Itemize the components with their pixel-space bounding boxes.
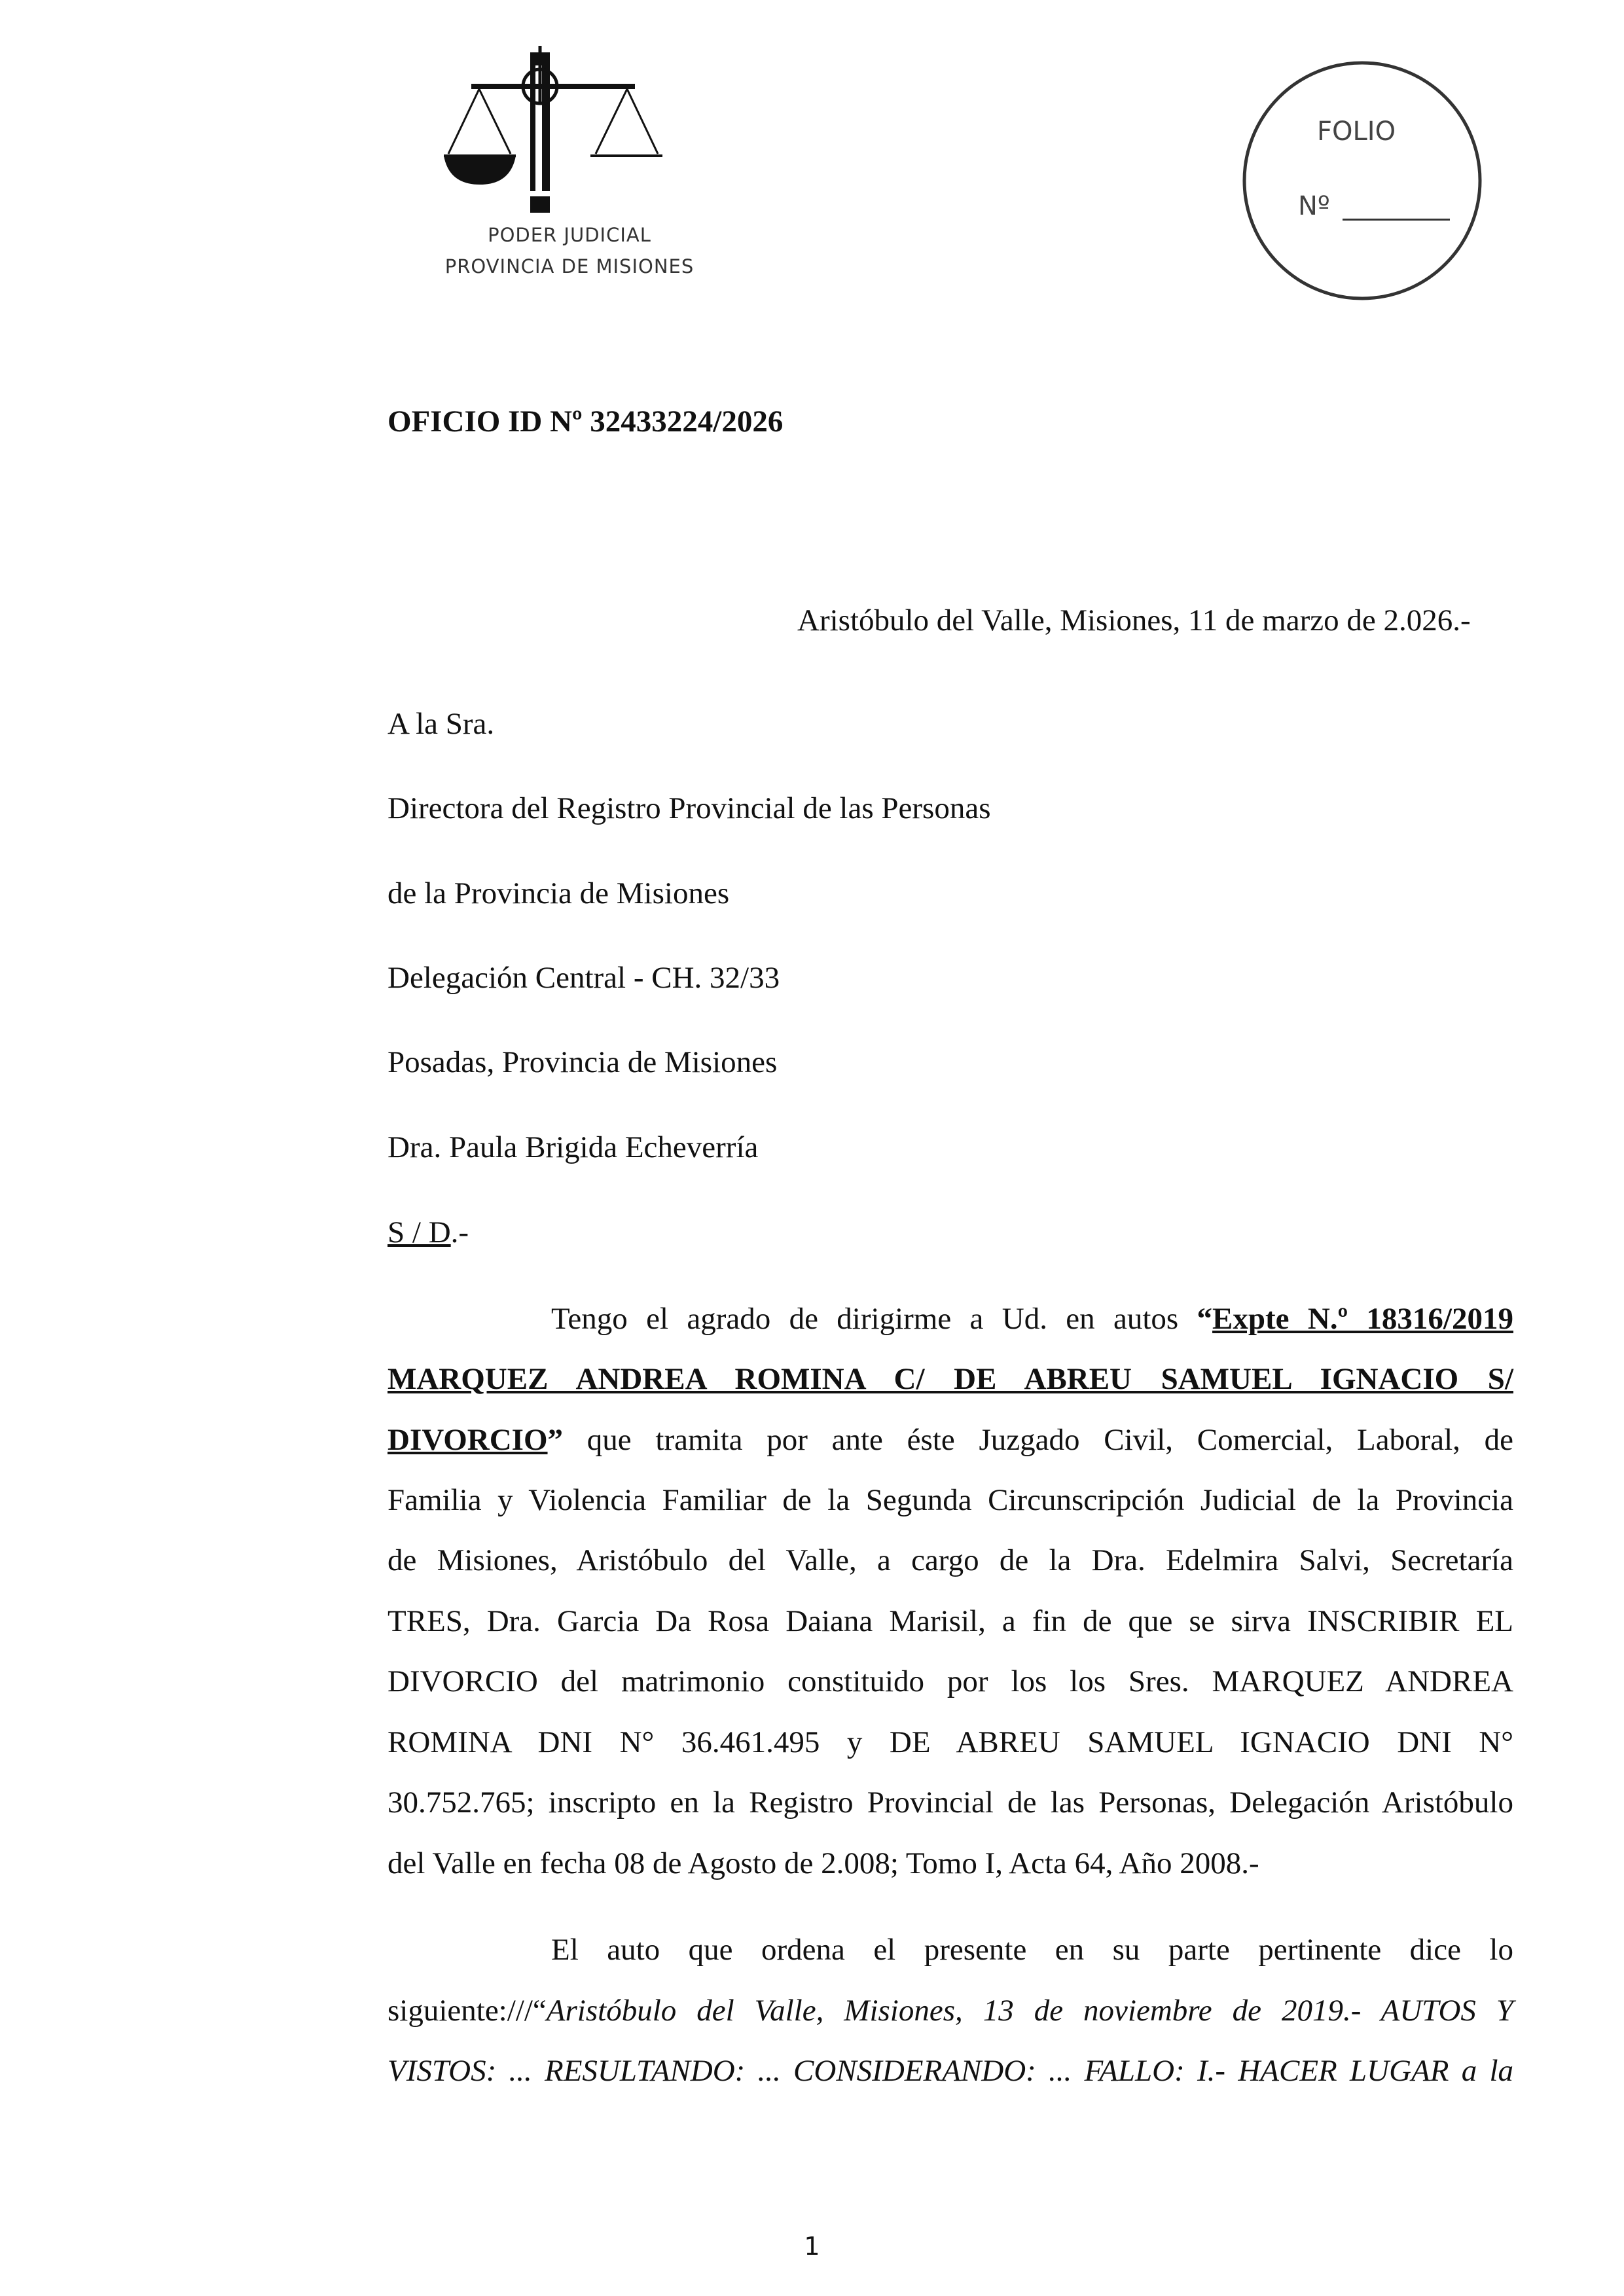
addressee-line-2: Directora del Registro Provincial de las Personas: [388, 791, 991, 825]
para1-open-quote: “: [1197, 1302, 1213, 1336]
addressee-line-1: A la Sra.: [388, 707, 495, 741]
para1-line-8: ROMINA DNI N° 36.461.495 y DE ABREU SAMUEL IGNACIO DNI N°: [388, 1725, 1513, 1759]
addressee-line-4: Delegación Central - CH. 32/33: [388, 961, 780, 995]
para1-close-quote: ”: [547, 1423, 564, 1457]
folio-number-label: Nº: [1298, 191, 1330, 221]
para1-line-7: DIVORCIO del matrimonio constituido por los los Sres. MARQUEZ ANDREA: [388, 1664, 1513, 1698]
para1-line-9: 30.752.765; inscripto en la Registro Provincial de las Personas, Delegación Aristóbulo: [388, 1785, 1513, 1820]
para1-line-6: TRES, Dra. Garcia Da Rosa Daiana Marisil, a fin de que se sirva INSCRIBIR EL: [388, 1604, 1513, 1638]
logo-line-2: PROVINCIA DE MISIONES: [444, 255, 695, 278]
addressee-line-6: Dra. Paula Brigida Echeverría: [388, 1130, 759, 1164]
folio-number-line: [1343, 219, 1450, 221]
para1-line-1: [388, 1299, 1513, 1338]
para1-line-3: [388, 1420, 1513, 1460]
divorcio-label: DIVORCIO: [388, 1423, 548, 1457]
place-date: Aristóbulo del Valle, Misiones, 11 de marzo de 2.026.-: [797, 603, 1471, 637]
para1-l1-text: Tengo el agrado de dirigirme a Ud. en autos: [551, 1302, 1197, 1336]
scales-of-justice-icon: [432, 39, 707, 223]
para2-l2-plain: siguiente:///“: [388, 1994, 547, 2028]
expte-number: Expte N.º 18316/2019: [1212, 1302, 1513, 1336]
para1-line-5: de Misiones, Aristóbulo del Valle, a cargo de la Dra. Edelmira Salvi, Secretaría: [388, 1543, 1513, 1577]
para2-line-3: VISTOS: ... RESULTANDO: ... CONSIDERANDO: ... FALLO: I.- HACER LUGAR a la: [388, 2054, 1513, 2088]
folio-stamp: [1234, 52, 1496, 314]
poder-judicial-logo: [432, 39, 707, 301]
para2-line-2: [388, 1991, 1513, 2030]
sd-underlined: S / D: [388, 1215, 451, 1249]
para1-l3-rest: que tramita por ante éste Juzgado Civil, Comercial, Laboral, de: [563, 1423, 1513, 1457]
folio-circle-icon: [1234, 52, 1496, 314]
para2-l2-italic: Aristóbulo del Valle, Misiones, 13 de noviembre de 2019.- AUTOS Y: [546, 1994, 1513, 2028]
logo-line-1: PODER JUDICIAL: [488, 224, 651, 246]
addressee-line-5: Posadas, Provincia de Misiones: [388, 1045, 778, 1079]
para1-line-2: MARQUEZ ANDREA ROMINA C/ DE ABREU SAMUEL IGNACIO S/: [388, 1362, 1513, 1396]
para1-line-4: Familia y Violencia Familiar de la Segunda Circunscripción Judicial de la Provincia: [388, 1483, 1513, 1517]
para1-line-10: del Valle en fecha 08 de Agosto de 2.008; Tomo I, Acta 64, Año 2008.-: [388, 1846, 1259, 1880]
salutation-sd: [388, 1213, 469, 1252]
folio-label: FOLIO: [1317, 117, 1396, 147]
addressee-line-3: de la Provincia de Misiones: [388, 876, 730, 910]
page-number: 1: [804, 2232, 820, 2261]
para2-line-1: El auto que ordena el presente en su parte pertinente dice lo: [551, 1933, 1513, 1967]
oficio-title: OFICIO ID Nº 32433224/2026: [388, 404, 784, 439]
sd-rest: .-: [450, 1215, 469, 1249]
